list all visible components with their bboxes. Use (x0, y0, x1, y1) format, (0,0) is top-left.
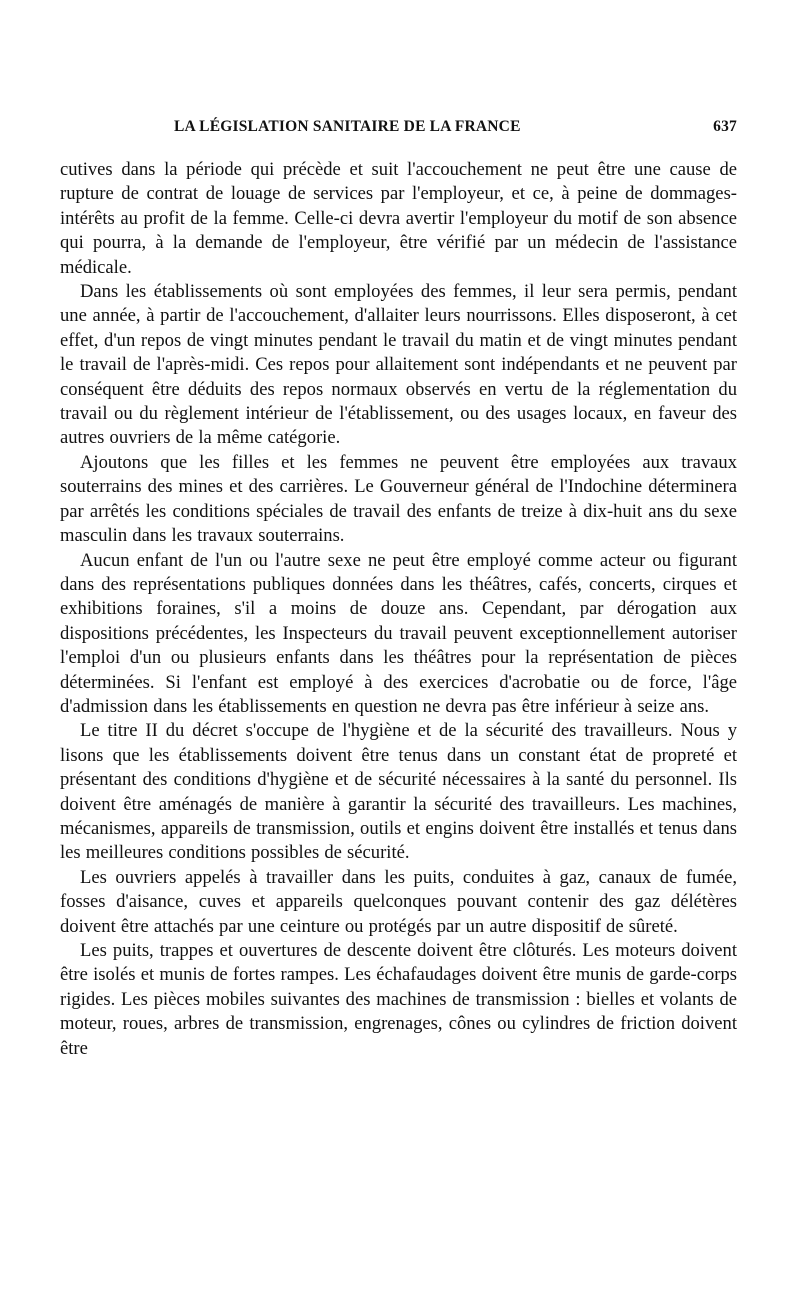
paragraph-continuation: cutives dans la période qui précède et suit l'accouchement ne peut être une cause de rupture de contrat de louage de services par l'employeur, et ce, à peine de dommages-intérêts au profit de la femme. Celle-ci devra avertir l'employeur du motif de son absence qui pourra, à la demande de l'employeur, être vérifié par un médecin de l'assistance médicale. (60, 159, 737, 278)
paragraph-hygiene-safety: Le titre II du décret s'occupe de l'hygiène et de la sécurité des travailleurs. Nous y lisons que les établissements doivent être tenus dans un constant état de propreté et présentant des conditions d'hygiène et de sécurité nécessaires à la santé du personnel. Ils doivent être aménagés de manière à garantir la sécurité des travailleurs. Les machines, mécanismes, appareils de transmission, outils et engins doivent être installés et tenus dans les meilleures conditions possibles de sécurité. (60, 720, 737, 864)
paragraph-toxic-gases: Les ouvriers appelés à travailler dans les puits, conduites à gaz, canaux de fumée, fosses d'aisance, cuves et appareils quelconques pouvant contenir des gaz délétères doivent être attachés par une ceinture ou protégés par un autre dispositif de sûreté. (60, 866, 737, 937)
page-number: 637 (713, 118, 737, 135)
paragraph-child-performers: Aucun enfant de l'un ou l'autre sexe ne peut être employé comme acteur ou figurant dans des représentations publiques données dans les théâtres, cafés, concerts, cirques et exhibitions foraines, s'il a moins de douze ans. Cependant, par dérogation aux dispositions précédentes, les Inspecteurs du travail peuvent exceptionnellement autoriser l'emploi d'un ou plusieurs enfants dans les théâtres pour la représentation de pièces déterminées. Si l'enfant est employé à des exercices d'acrobatie ou de force, l'âge d'admission dans les établissements en question ne devra pas être inférieur à seize ans. (60, 549, 737, 717)
body-text (60, 158, 737, 1061)
paragraph-underground-work: Ajoutons que les filles et les femmes ne peuvent être employées aux travaux souterrains des mines et des carrières. Le Gouverneur général de l'Indochine déterminera par arrêtés les conditions spéciales de travail des enfants de treize à dix-huit ans du sexe masculin dans les travaux souterrains. (60, 451, 737, 547)
paragraph-nursing-breaks: Dans les établissements où sont employées des femmes, il leur sera permis, pendant une année, à partir de l'accouchement, d'allaiter leurs nourrissons. Elles disposeront, à cet effet, d'un repos de vingt minutes pendant le travail du matin et de vingt minutes pendant le travail de l'après-midi. Ces repos pour allaitement sont indépendants et ne peuvent par conséquent être déduits des repos normaux observés en vertu de la réglementation du travail ou du règlement intérieur de l'établissement, ou des usages locaux, en faveur des autres ouvriers de la même catégorie. (60, 281, 737, 449)
running-head (60, 118, 737, 146)
paragraph-machine-guards: Les puits, trappes et ouvertures de descente doivent être clôturés. Les moteurs doivent être isolés et munis de fortes rampes. Les échafaudages doivent être munis de garde-corps rigides. Les pièces mobiles suivantes des machines de transmission : bielles et volants de moteur, roues, arbres de transmission, engrenages, cônes ou cylindres de friction doivent être (60, 940, 737, 1059)
running-title: LA LÉGISLATION SANITAIRE DE LA FRANCE (174, 118, 521, 135)
book-page (60, 118, 737, 1061)
